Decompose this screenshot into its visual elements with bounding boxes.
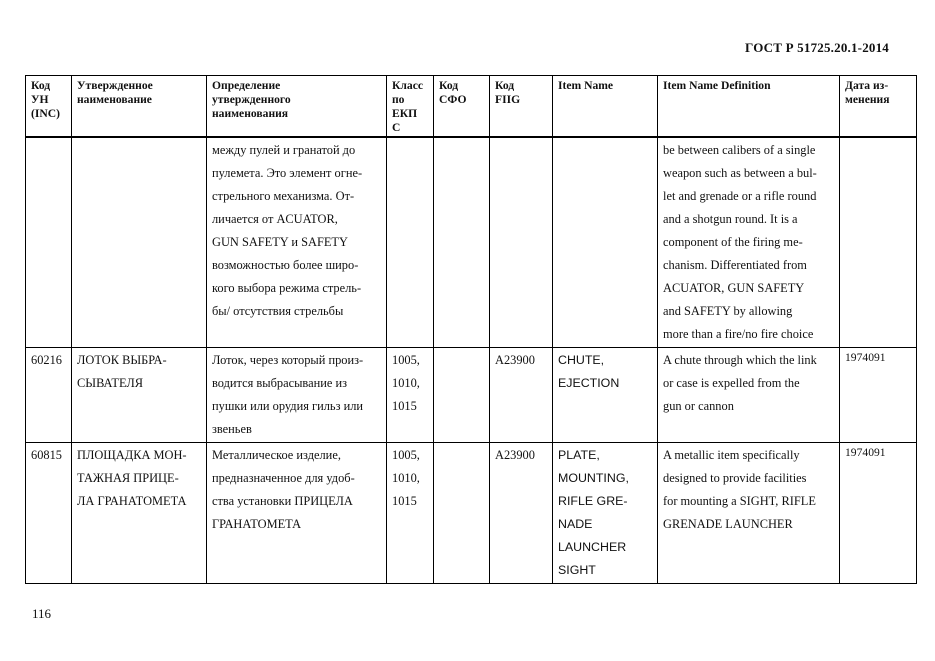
fiig-cell: A23900 bbox=[490, 443, 553, 584]
table-row bbox=[26, 348, 917, 443]
sfo-cell bbox=[434, 348, 490, 443]
class-cell bbox=[387, 137, 434, 348]
approved-name-cell: ЛОТОК ВЫБРА- СЫВАТЕЛЯ bbox=[72, 348, 207, 443]
table-header-row bbox=[26, 76, 917, 138]
sfo-cell bbox=[434, 443, 490, 584]
table-row bbox=[26, 137, 917, 348]
approved-name-cell: ПЛОЩАДКА МОН- ТАЖНАЯ ПРИЦЕ- ЛА ГРАНАТОМЕТА bbox=[72, 443, 207, 584]
item-name-cell: PLATE, MOUNTING, RIFLE GRE- NADE LAUNCHER SIGHT bbox=[553, 443, 658, 584]
definition-en-cell: A chute through which the link or case is expelled from the gun or cannon bbox=[658, 348, 840, 443]
definition-ru-cell: Лоток, через который произ- водится выбрасывание из пушки или орудия гильз или звеньев bbox=[207, 348, 387, 443]
class-cell: 1005, 1010, 1015 bbox=[387, 443, 434, 584]
fiig-cell bbox=[490, 137, 553, 348]
column-header-definition-ru: Определение утвержденного наименования bbox=[207, 76, 387, 138]
item-name-cell bbox=[553, 137, 658, 348]
standard-designation: ГОСТ Р 51725.20.1-2014 bbox=[745, 40, 889, 55]
inc-cell: 60216 bbox=[26, 348, 72, 443]
inc-cell bbox=[26, 137, 72, 348]
catalog-table bbox=[25, 75, 917, 584]
definition-en-cell: be between calibers of a single weapon such as between a bul- let and grenade or a rifle round and a shotgun round. It is a component of the firing me- chanism. Differentiated from ACUATOR, GUN SAFETY and SAFETY by allowing more than a fire/no fire choice bbox=[658, 137, 840, 348]
definition-ru-cell: Металлическое изделие, предназначенное для удоб- ства установки ПРИЦЕЛА ГРАНАТОМЕТА bbox=[207, 443, 387, 584]
approved-name-cell bbox=[72, 137, 207, 348]
column-header-fiig: Код FIIG bbox=[490, 76, 553, 138]
column-header-item-definition: Item Name Definition bbox=[658, 76, 840, 138]
inc-cell: 60815 bbox=[26, 443, 72, 584]
column-header-change-date: Дата из- менения bbox=[840, 76, 917, 138]
item-name-cell: CHUTE, EJECTION bbox=[553, 348, 658, 443]
column-header-class: Класс по ЕКП С bbox=[387, 76, 434, 138]
sfo-cell bbox=[434, 137, 490, 348]
table-row bbox=[26, 443, 917, 584]
column-header-approved-name: Утвержденное наименование bbox=[72, 76, 207, 138]
page-number: 116 bbox=[32, 606, 52, 621]
fiig-cell: A23900 bbox=[490, 348, 553, 443]
change-date-cell: 1974091 bbox=[840, 348, 917, 443]
column-header-inc: Код УН (INC) bbox=[26, 76, 72, 138]
definition-ru-cell: между пулей и гранатой до пулемета. Это элемент огне- стрельного механизма. От- личается от ACUATOR, GUN SAFETY и SAFETY возможностью более широ- кого выбора режима стрель- бы/ отсутствия стрельбы bbox=[207, 137, 387, 348]
change-date-cell bbox=[840, 137, 917, 348]
column-header-sfo: Код СФО bbox=[434, 76, 490, 138]
change-date-cell: 1974091 bbox=[840, 443, 917, 584]
definition-en-cell: A metallic item specifically designed to provide facilities for mounting a SIGHT, RIFLE GRENADE LAUNCHER bbox=[658, 443, 840, 584]
class-cell: 1005, 1010, 1015 bbox=[387, 348, 434, 443]
column-header-item-name: Item Name bbox=[553, 76, 658, 138]
